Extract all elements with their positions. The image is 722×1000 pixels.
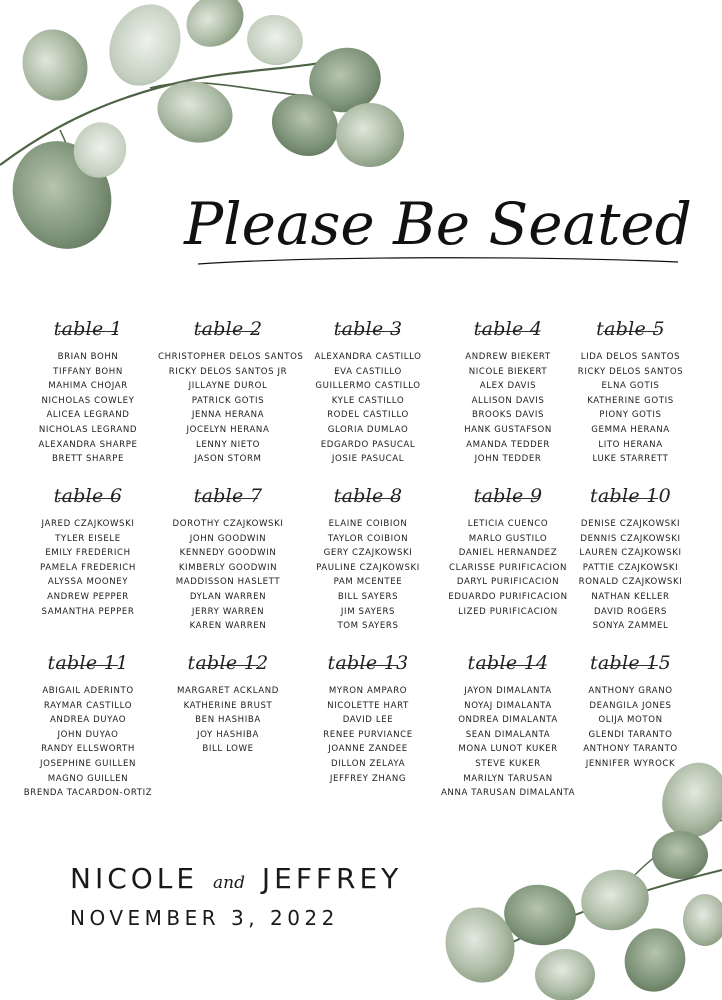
guest-name: ALEXANDRA SHARPE bbox=[38, 439, 138, 450]
guest-name: JEFFREY ZHANG bbox=[329, 773, 407, 784]
table-label: table 15 bbox=[589, 652, 672, 674]
guest-name: BILL LOWE bbox=[202, 744, 254, 755]
guest-name: OLIJA MOTON bbox=[598, 715, 663, 726]
guest-name: CLARISSE PURIFICACION bbox=[449, 562, 567, 573]
guest-name: NICHOLAS LEGRAND bbox=[38, 424, 138, 435]
guest-name: JARED CZAJKOWSKI bbox=[41, 519, 135, 529]
guest-name: EVA CASTILLO bbox=[334, 366, 402, 377]
guest-name: RONALD CZAJKOWSKI bbox=[578, 577, 683, 588]
guest-name: STEVE KUKER bbox=[475, 758, 541, 769]
guest-name: DAVID ROGERS bbox=[593, 606, 667, 617]
guest-name: NOYAJ DIMALANTA bbox=[464, 700, 552, 711]
guest-name: EDGARDO PASUCAL bbox=[320, 439, 416, 450]
table-heading bbox=[563, 314, 698, 344]
guest-name: DEANGILA JONES bbox=[589, 700, 672, 711]
table-13-block bbox=[298, 648, 438, 786]
guest-name: DYLAN WARREN bbox=[189, 591, 267, 602]
table-label: table 13 bbox=[327, 652, 409, 674]
table-label: table 3 bbox=[333, 318, 403, 340]
guest-name: GEMMA HERANA bbox=[591, 424, 670, 435]
guest-name: ANNA TARUSAN DIMALANTA bbox=[440, 788, 576, 799]
table-heading bbox=[438, 314, 578, 344]
guest-name: TAYLOR COIBION bbox=[327, 533, 409, 544]
table-label: table 12 bbox=[187, 652, 269, 674]
guest-name: NICOLE BIEKERT bbox=[468, 366, 548, 377]
guest-name: ANTHONY GRANO bbox=[588, 686, 673, 696]
guest-name: ABIGAIL ADERINTO bbox=[42, 686, 134, 696]
guest-name: LIDA DELOS SANTOS bbox=[580, 352, 681, 362]
table-heading bbox=[563, 648, 698, 678]
table-label: table 14 bbox=[467, 652, 549, 674]
guest-name: ALYSSA MOONEY bbox=[47, 577, 129, 588]
guest-name: KATHERINE BRUST bbox=[183, 700, 273, 711]
guest-name: ANDREW BIEKERT bbox=[465, 352, 551, 362]
guest-name: JASON STORM bbox=[194, 454, 262, 465]
guest-name: JOSEPHINE GUILLEN bbox=[39, 758, 137, 769]
guest-name: MYRON AMPARO bbox=[328, 686, 408, 696]
guest-name: GUILLERMO CASTILLO bbox=[315, 381, 421, 392]
guest-name: DENNIS CZAJKOWSKI bbox=[580, 533, 681, 544]
table-heading bbox=[18, 314, 158, 344]
guest-name: PIONY GOTIS bbox=[599, 410, 662, 421]
guest-name: RODEL CASTILLO bbox=[327, 410, 409, 421]
table-5-block bbox=[563, 314, 698, 467]
table-label: table 4 bbox=[473, 318, 543, 340]
guest-name: ALEXANDRA CASTILLO bbox=[314, 352, 422, 362]
guest-name: JENNA HERANA bbox=[191, 410, 265, 421]
guest-name: JOHN GOODWIN bbox=[189, 533, 267, 544]
guest-name: ELNA GOTIS bbox=[601, 381, 660, 392]
guest-name: RENEE PURVIANCE bbox=[323, 729, 413, 740]
table-label: table 11 bbox=[47, 652, 129, 674]
guest-name: AMANDA TEDDER bbox=[466, 439, 550, 450]
guest-name: BROOKS DAVIS bbox=[471, 410, 545, 421]
table-2-block bbox=[158, 314, 304, 467]
guest-name: TYLER EISELE bbox=[55, 533, 121, 544]
guest-name: BEN HASHIBA bbox=[195, 715, 261, 726]
guest-name: LIZED PURIFICACION bbox=[458, 606, 558, 617]
table-label: table 1 bbox=[53, 318, 123, 340]
guest-name: KIMBERLY GOODWIN bbox=[178, 562, 278, 573]
table-9-block bbox=[438, 481, 578, 619]
guest-name: ANDREW PEPPER bbox=[47, 591, 129, 602]
table-heading bbox=[158, 314, 298, 344]
title-text: Please Be Seated bbox=[184, 190, 692, 258]
guest-name: PAMELA FREDERICH bbox=[40, 562, 136, 573]
guest-name: EDUARDO PURIFICACION bbox=[448, 591, 568, 602]
guest-name: PAULINE CZAJKOWSKI bbox=[316, 562, 420, 573]
guest-name: JAYON DIMALANTA bbox=[464, 686, 552, 696]
table-heading bbox=[438, 648, 578, 678]
guest-name: MAGNO GUILLEN bbox=[47, 773, 129, 784]
guest-name: ANDREA DUYAO bbox=[49, 715, 127, 726]
guest-name: PAM MCENTEE bbox=[333, 577, 403, 588]
table-label: table 9 bbox=[473, 485, 543, 507]
guest-name: LENNY NIETO bbox=[195, 439, 261, 450]
guest-name: KENNEDY GOODWIN bbox=[179, 548, 277, 559]
guest-name: MADDISSON HASLETT bbox=[175, 577, 281, 588]
guest-name: SAMANTHA PEPPER bbox=[41, 606, 135, 617]
guest-name: DANIEL HERNANDEZ bbox=[458, 548, 558, 559]
table-label: table 5 bbox=[596, 318, 665, 340]
guest-name: CHRISTOPHER DELOS SANTOS bbox=[158, 352, 304, 362]
table-heading bbox=[563, 481, 698, 511]
guest-name: JOCELYN HERANA bbox=[186, 424, 270, 435]
guest-name: KAREN WARREN bbox=[189, 621, 267, 632]
guest-name: EMILY FREDERICH bbox=[45, 548, 131, 559]
guest-name: MARLO GUSTILO bbox=[468, 533, 548, 544]
table-3-block bbox=[298, 314, 438, 467]
table-heading bbox=[298, 314, 438, 344]
guest-name: DOROTHY CZAJKOWSKI bbox=[172, 519, 284, 529]
table-label: table 10 bbox=[589, 485, 672, 507]
guest-name: HANK GUSTAFSON bbox=[464, 424, 552, 435]
guest-name: BRIAN BOHN bbox=[57, 352, 119, 362]
table-15-block bbox=[563, 648, 698, 772]
guest-name: MARGARET ACKLAND bbox=[176, 686, 280, 696]
couple-names bbox=[70, 862, 402, 895]
guest-name: BILL SAYERS bbox=[337, 591, 399, 602]
table-7-block bbox=[158, 481, 298, 634]
table-heading bbox=[298, 481, 438, 511]
guest-name: DENISE CZAJKOWSKI bbox=[580, 519, 681, 529]
table-label: table 2 bbox=[193, 318, 263, 340]
table-8-block bbox=[298, 481, 438, 634]
guest-name: JOY HASHIBA bbox=[197, 729, 259, 740]
table-label: table 7 bbox=[193, 485, 263, 507]
guest-name: RICKY DELOS SANTOS bbox=[577, 366, 684, 377]
guest-name: DILLON ZELAYA bbox=[330, 758, 406, 769]
wedding-date: NOVEMBER 3, 2022 bbox=[70, 906, 339, 930]
guest-name: RANDY ELLSWORTH bbox=[41, 744, 135, 755]
guest-name: MAHIMA CHOJAR bbox=[48, 381, 128, 392]
guest-name: JOANNE ZANDEE bbox=[328, 744, 408, 755]
guest-name: SONYA ZAMMEL bbox=[592, 621, 669, 632]
table-6-block bbox=[18, 481, 158, 619]
guest-name: JOHN TEDDER bbox=[474, 454, 542, 465]
guest-name: NATHAN KELLER bbox=[591, 591, 670, 602]
guest-name: SEAN DIMALANTA bbox=[465, 729, 551, 740]
guest-name: DAVID LEE bbox=[342, 715, 394, 726]
guest-name: LITO HERANA bbox=[598, 439, 663, 450]
guest-name: RICKY DELOS SANTOS JR bbox=[168, 366, 288, 377]
guest-name: RAYMAR CASTILLO bbox=[43, 700, 133, 711]
guest-name: JOSIE PASUCAL bbox=[331, 454, 405, 465]
guest-name: DARYL PURIFICACION bbox=[456, 577, 560, 588]
guest-name: JERRY WARREN bbox=[191, 606, 265, 617]
guest-name: GLORIA DUMLAO bbox=[327, 424, 409, 435]
guest-name: PATRICK GOTIS bbox=[191, 395, 265, 406]
guest-name: JOHN DUYAO bbox=[57, 729, 119, 740]
table-heading bbox=[298, 648, 438, 678]
guest-name: JENNIFER WYROCK bbox=[585, 758, 676, 769]
table-label: table 8 bbox=[333, 485, 403, 507]
guest-name: LUKE STARRETT bbox=[592, 454, 669, 465]
guest-name: ANTHONY TARANTO bbox=[583, 744, 678, 755]
guest-name: KYLE CASTILLO bbox=[331, 395, 405, 406]
guest-name: NICHOLAS COWLEY bbox=[41, 395, 135, 406]
bride-name: NICOLE bbox=[70, 862, 199, 895]
table-12-block bbox=[158, 648, 298, 757]
guest-name: NICOLETTE HART bbox=[327, 700, 409, 711]
table-11-block bbox=[18, 648, 158, 801]
guest-name: LAUREN CZAJKOWSKI bbox=[579, 548, 682, 559]
guest-name: ONDREA DIMALANTA bbox=[458, 715, 558, 726]
guest-name: ALEX DAVIS bbox=[479, 381, 537, 392]
table-heading bbox=[18, 481, 158, 511]
table-1-block bbox=[18, 314, 158, 467]
table-label: table 6 bbox=[53, 485, 123, 507]
guest-name: GERY CZAJKOWSKI bbox=[323, 548, 413, 559]
guest-name: JILLAYNE DUROL bbox=[188, 381, 268, 392]
table-heading bbox=[158, 648, 298, 678]
table-heading bbox=[158, 481, 298, 511]
guest-name: ELAINE COIBION bbox=[328, 519, 408, 529]
table-4-block bbox=[438, 314, 578, 467]
guest-name: GLENDI TARANTO bbox=[588, 729, 673, 740]
guest-name: BRETT SHARPE bbox=[52, 454, 124, 465]
guest-name: MONA LUNOT KUKER bbox=[458, 744, 558, 755]
guest-name: ALICEA LEGRAND bbox=[46, 410, 130, 421]
and-script: and bbox=[213, 873, 245, 893]
table-heading bbox=[18, 648, 158, 678]
guest-name: ALLISON DAVIS bbox=[471, 395, 545, 406]
guest-name: TOM SAYERS bbox=[337, 621, 399, 632]
guest-name: JIM SAYERS bbox=[340, 606, 396, 617]
guest-name: MARILYN TARUSAN bbox=[463, 773, 553, 784]
table-10-block bbox=[563, 481, 698, 634]
page-title bbox=[178, 172, 698, 282]
table-heading bbox=[438, 481, 578, 511]
guest-name: LETICIA CUENCO bbox=[467, 519, 549, 529]
guest-name: KATHERINE GOTIS bbox=[587, 395, 674, 406]
guest-name: PATTIE CZAJKOWSKI bbox=[582, 562, 679, 573]
eucalyptus-bottom-decoration bbox=[440, 760, 722, 1000]
guest-name: TIFFANY BOHN bbox=[53, 366, 123, 377]
groom-name: JEFFREY bbox=[261, 862, 403, 895]
guest-name: BRENDA TACARDON-ORTIZ bbox=[23, 788, 153, 799]
